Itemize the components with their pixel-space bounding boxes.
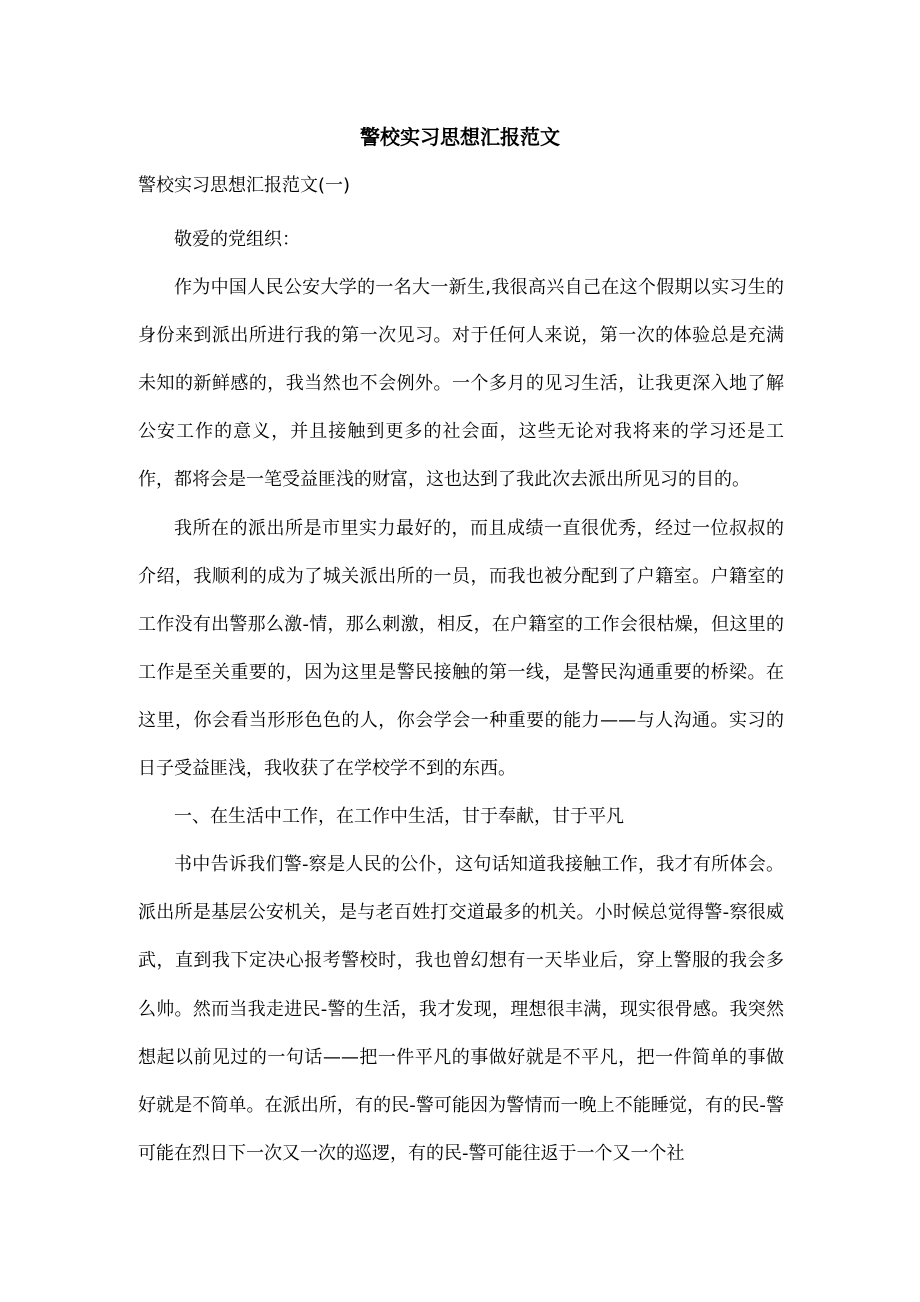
body-paragraph: 作为中国人民公安大学的一名大一新生,我很高兴自己在这个假期以实习生的身份来到派出所进行我的第一次见习。对于任何人来说，第一次的体验总是充满未知的新鲜感的，我当然也不会例外。一个多月的见习生活，让我更深入地了解公安工作的意义，并且接触到更多的社会面，这些无论对我将来的学习还是工作，都将会是一笔受益匪浅的财富，这也达到了我此次去派出所见习的目的。 bbox=[138, 277, 784, 491]
document-body bbox=[138, 216, 784, 1178]
document-subtitle: 警校实习思想汇报范文(一) bbox=[138, 175, 351, 196]
page-title: 警校实习思想汇报范文 bbox=[360, 125, 560, 149]
body-paragraph: 书中告诉我们警-察是人民的公仆，这句话知道我接触工作，我才有所体会。派出所是基层公安机关，是与老百姓打交道最多的机关。小时候总觉得警-察很威武，直到我下定决心报考警校时，我也曾幻想有一天毕业后，穿上警服的我会多么帅。然而当我走进民-警的生活，我才发现，理想很丰满，现实很骨感。我突然想起以前见过的一句话——把一件平凡的事做好就是不平凡，把一件简单的事做好就是不简单。在派出所，有的民-警可能因为警情而一晚上不能睡觉，有的民-警可能在烈日下一次又一次的巡逻，有的民-警可能往返于一个又一个社 bbox=[138, 854, 784, 1164]
body-paragraph: 我所在的派出所是市里实力最好的，而且成绩一直很优秀，经过一位叔叔的介绍，我顺利的成为了城关派出所的一员，而我也被分配到了户籍室。户籍室的工作没有出警那么激-情，那么刺激，相反，在户籍室的工作会很枯燥，但这里的工作是至关重要的，因为这里是警民接触的第一线，是警民沟通重要的桥梁。在这里，你会看当形形色色的人，你会学会一种重要的能力——与人沟通。实习的日子受益匪浅，我收获了在学校学不到的东西。 bbox=[138, 517, 784, 780]
salutation-paragraph: 敬爱的党组织： bbox=[174, 229, 300, 250]
section-heading: 一、在生活中工作，在工作中生活，甘于奉献，甘于平凡 bbox=[174, 806, 624, 828]
